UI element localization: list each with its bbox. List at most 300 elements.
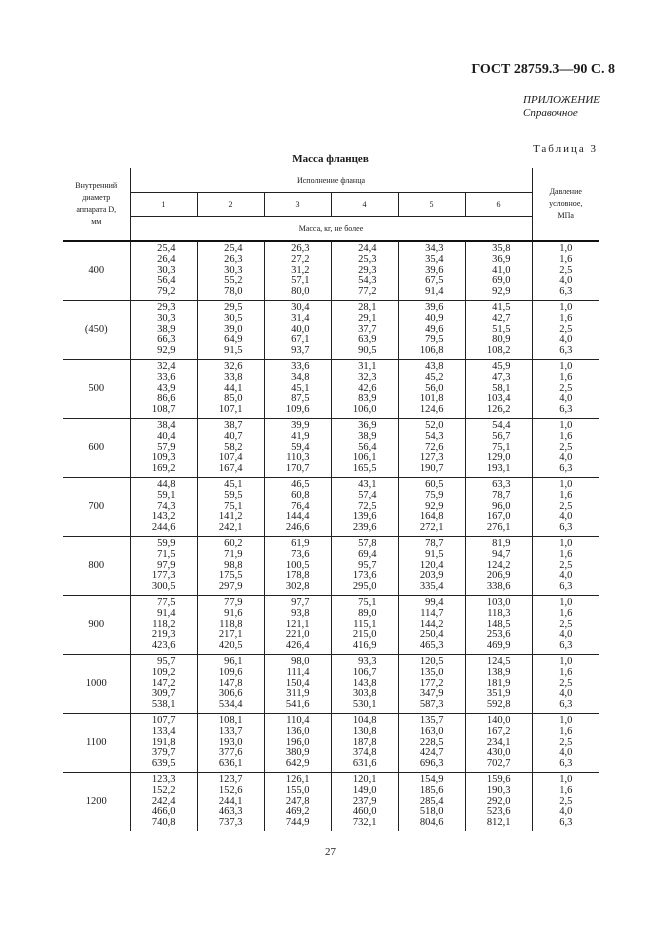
- mass-value: 123,7: [218, 774, 243, 785]
- pressure-value: 1,0: [559, 302, 573, 313]
- mass-value: 217,1: [218, 629, 243, 641]
- pressure-value: 2,5: [559, 323, 573, 335]
- mass-value: 59,9: [157, 538, 176, 549]
- mass-value: 127,3: [419, 452, 444, 464]
- pressure-value: 2,5: [559, 441, 573, 453]
- mass-value: 38,7: [224, 420, 243, 431]
- pressure-value: 4,0: [559, 511, 573, 523]
- mass-value: 120,4: [419, 559, 444, 571]
- mass-value: 24,4: [358, 243, 377, 254]
- mass-value: 152,2: [151, 784, 176, 796]
- mass-value: 43,1: [358, 479, 377, 490]
- diameter-cell: 1000: [63, 655, 130, 714]
- pressure-value: 4,0: [559, 275, 573, 287]
- mass-value: 109,6: [285, 404, 310, 416]
- table-row: [63, 655, 599, 714]
- mass-cell: [197, 655, 264, 714]
- mass-value: 469,9: [486, 640, 511, 652]
- mass-value: 154,9: [419, 774, 444, 785]
- mass-cell: [398, 537, 465, 596]
- pressure-header-line: МПа: [557, 211, 574, 220]
- mass-value: 242,1: [218, 522, 243, 534]
- mass-cell: [264, 360, 331, 419]
- pressure-cell: [532, 773, 599, 832]
- mass-value: 534,4: [218, 699, 243, 711]
- mass-value: 63,9: [358, 334, 377, 346]
- table-title: Масса фланцев: [292, 153, 369, 165]
- mass-cell: [130, 360, 197, 419]
- mass-cell: [130, 537, 197, 596]
- mass-cell: [331, 241, 398, 301]
- mass-value: 93,8: [291, 607, 310, 619]
- diameter-cell: 800: [63, 537, 130, 596]
- mass-value: 163,0: [419, 725, 444, 737]
- mass-value: 420,5: [218, 640, 243, 652]
- mass-value: 190,7: [419, 463, 444, 475]
- mass-value: 49,6: [425, 323, 444, 335]
- mass-value: 103,0: [486, 597, 511, 608]
- mass-value: 85,0: [224, 393, 243, 405]
- mass-value: 39,9: [291, 420, 310, 431]
- mass-value: 530,1: [352, 699, 377, 711]
- pressure-value: 1,6: [559, 253, 573, 265]
- table-row: [63, 773, 599, 832]
- mass-value: 78,7: [425, 538, 444, 549]
- pressure-cell: [532, 655, 599, 714]
- mass-value: 64,9: [224, 334, 243, 346]
- mass-cell: [331, 478, 398, 537]
- pressure-value: 6,3: [559, 581, 573, 593]
- mass-value: 77,5: [157, 597, 176, 608]
- mass-value: 460,0: [352, 806, 377, 818]
- mass-value: 101,8: [419, 393, 444, 405]
- mass-cell: [398, 714, 465, 773]
- mass-value: 60,2: [224, 538, 243, 549]
- pressure-cell: [532, 241, 599, 301]
- mass-value: 33,6: [157, 371, 176, 383]
- mass-value: 32,4: [157, 361, 176, 372]
- mass-value: 71,9: [224, 548, 243, 560]
- mass-cell: [130, 301, 197, 360]
- mass-value: 165,5: [352, 463, 377, 475]
- mass-value: 29,1: [358, 312, 377, 324]
- mass-value: 97,7: [291, 597, 310, 608]
- mass-cell: [130, 773, 197, 832]
- mass-value: 239,6: [352, 522, 377, 534]
- mass-value: 33,6: [291, 361, 310, 372]
- pressure-value: 6,3: [559, 640, 573, 652]
- mass-value: 250,4: [419, 629, 444, 641]
- mass-value: 351,9: [486, 688, 511, 700]
- mass-value: 423,6: [151, 640, 176, 652]
- mass-value: 424,7: [419, 747, 444, 759]
- mass-value: 59,5: [224, 489, 243, 501]
- mass-value: 518,0: [419, 806, 444, 818]
- mass-value: 54,3: [425, 430, 444, 442]
- mass-value: 63,3: [492, 479, 511, 490]
- mass-value: 234,1: [486, 736, 511, 748]
- mass-cell: [465, 714, 532, 773]
- mass-value: 93,7: [291, 345, 310, 357]
- pressure-value: 1,0: [559, 656, 573, 667]
- pressure-value: 6,3: [559, 286, 573, 298]
- mass-cell: [331, 301, 398, 360]
- mass-cell: [331, 360, 398, 419]
- pressure-value: 6,3: [559, 463, 573, 475]
- table-row: [63, 241, 599, 301]
- mass-value: 42,6: [358, 382, 377, 394]
- mass-value: 110,4: [286, 715, 310, 726]
- mass-value: 164,8: [419, 511, 444, 523]
- mass-value: 36,9: [492, 253, 511, 265]
- mass-cell: [264, 537, 331, 596]
- mass-value: 167,0: [486, 511, 511, 523]
- mass-value: 59,1: [157, 489, 176, 501]
- mass-value: 42,7: [492, 312, 511, 324]
- mass-value: 430,0: [486, 747, 511, 759]
- mass-cell: [264, 714, 331, 773]
- mass-value: 306,6: [218, 688, 243, 700]
- mass-value: 106,8: [419, 345, 444, 357]
- mass-cell: [197, 773, 264, 832]
- pressure-value: 2,5: [559, 382, 573, 394]
- mass-value: 77,2: [358, 286, 377, 298]
- mass-value: 203,9: [419, 570, 444, 582]
- table-row: [63, 537, 599, 596]
- mass-value: 80,9: [492, 334, 511, 346]
- version-number: 6: [465, 193, 532, 217]
- appendix-subtitle: Справочное: [523, 107, 578, 119]
- mass-value: 631,6: [352, 758, 377, 770]
- pressure-value: 4,0: [559, 334, 573, 346]
- mass-value: 124,6: [419, 404, 444, 416]
- mass-value: 124,2: [486, 559, 511, 571]
- mass-value: 169,2: [151, 463, 176, 475]
- mass-value: 379,7: [151, 747, 176, 759]
- mass-value: 92,9: [157, 345, 176, 357]
- mass-value: 41,9: [291, 430, 310, 442]
- mass-value: 129,0: [486, 452, 511, 464]
- mass-value: 107,4: [218, 452, 243, 464]
- mass-value: 55,2: [224, 275, 243, 287]
- mass-value: 30,4: [291, 302, 310, 313]
- mass-value: 244,6: [151, 522, 176, 534]
- diameter-cell: 600: [63, 419, 130, 478]
- mass-value: 60,8: [291, 489, 310, 501]
- table-row: [63, 419, 599, 478]
- mass-value: 83,9: [358, 393, 377, 405]
- mass-value: 228,5: [419, 736, 444, 748]
- mass-value: 32,6: [224, 361, 243, 372]
- pressure-value: 1,6: [559, 784, 573, 796]
- mass-value: 143,8: [352, 677, 377, 689]
- mass-value: 56,0: [425, 382, 444, 394]
- pressure-value: 1,6: [559, 607, 573, 619]
- pressure-value: 1,6: [559, 548, 573, 560]
- table-row: [63, 360, 599, 419]
- mass-cell: [264, 478, 331, 537]
- mass-cell: [130, 596, 197, 655]
- pressure-value: 2,5: [559, 559, 573, 571]
- mass-value: 54,4: [492, 420, 511, 431]
- pressure-cell: [532, 537, 599, 596]
- mass-value: 120,5: [419, 656, 444, 667]
- pressure-value: 1,0: [559, 538, 573, 549]
- mass-value: 76,4: [291, 500, 310, 512]
- mass-cell: [331, 537, 398, 596]
- mass-value: 35,4: [425, 253, 444, 265]
- mass-value: 538,1: [151, 699, 176, 711]
- mass-value: 108,7: [151, 404, 176, 416]
- mass-value: 90,5: [358, 345, 377, 357]
- mass-cell: [331, 655, 398, 714]
- pressure-value: 2,5: [559, 264, 573, 276]
- mass-value: 45,1: [224, 479, 243, 490]
- mass-value: 276,1: [486, 522, 511, 534]
- mass-value: 67,5: [425, 275, 444, 287]
- mass-cell: [398, 773, 465, 832]
- mass-value: 173,6: [352, 570, 377, 582]
- mass-cell: [331, 714, 398, 773]
- version-number: 5: [398, 193, 465, 217]
- mass-value: 124,5: [486, 656, 511, 667]
- mass-value: 149,0: [352, 784, 377, 796]
- pressure-value: 4,0: [559, 452, 573, 464]
- mass-value: 81,9: [492, 538, 511, 549]
- mass-value: 175,5: [218, 570, 243, 582]
- mass-value: 25,3: [358, 253, 377, 265]
- mass-value: 237,9: [352, 795, 377, 807]
- mass-cell: [465, 655, 532, 714]
- mass-value: 91,4: [157, 607, 176, 619]
- mass-value: 812,1: [486, 817, 511, 829]
- mass-value: 32,3: [358, 371, 377, 383]
- pressure-value: 1,0: [559, 597, 573, 608]
- mass-value: 133,7: [218, 725, 243, 737]
- appendix-title: ПРИЛОЖЕНИЕ: [523, 94, 600, 106]
- mass-value: 147,2: [151, 677, 176, 689]
- appendix-label: [523, 94, 600, 120]
- mass-value: 34,8: [291, 371, 310, 383]
- mass-value: 29,3: [358, 264, 377, 276]
- mass-value: 804,6: [419, 817, 444, 829]
- mass-value: 43,8: [425, 361, 444, 372]
- mass-value: 215,0: [352, 629, 377, 641]
- mass-cell: [197, 301, 264, 360]
- mass-value: 29,5: [224, 302, 243, 313]
- mass-cell: [264, 301, 331, 360]
- pressure-cell: [532, 301, 599, 360]
- mass-value: 221,0: [285, 629, 310, 641]
- mass-value: 39,6: [425, 302, 444, 313]
- mass-value: 41,5: [492, 302, 511, 313]
- mass-cell: [197, 241, 264, 301]
- mass-value: 37,7: [358, 323, 377, 335]
- mass-value: 79,2: [157, 286, 176, 298]
- mass-value: 126,2: [486, 404, 511, 416]
- mass-value: 206,9: [486, 570, 511, 582]
- pressure-value: 2,5: [559, 618, 573, 630]
- pressure-cell: [532, 419, 599, 478]
- mass-value: 106,0: [352, 404, 377, 416]
- mass-value: 191,8: [151, 736, 176, 748]
- mass-value: 135,0: [419, 666, 444, 678]
- mass-value: 143,2: [151, 511, 176, 523]
- mass-value: 193,1: [486, 463, 511, 475]
- mass-value: 380,9: [285, 747, 310, 759]
- mass-value: 78,7: [492, 489, 511, 501]
- pressure-value: 4,0: [559, 806, 573, 818]
- mass-value: 109,6: [218, 666, 243, 678]
- mass-value: 34,3: [425, 243, 444, 254]
- mass-value: 56,4: [157, 275, 176, 287]
- mass-value: 72,6: [425, 441, 444, 453]
- pressure-value: 6,3: [559, 522, 573, 534]
- pressure-value: 4,0: [559, 629, 573, 641]
- mass-cell: [465, 596, 532, 655]
- version-number: 3: [264, 193, 331, 217]
- mass-value: 91,5: [224, 345, 243, 357]
- mass-value: 100,5: [285, 559, 310, 571]
- diameter-header: [63, 168, 130, 241]
- mass-cell: [398, 655, 465, 714]
- mass-value: 104,8: [352, 715, 377, 726]
- mass-value: 73,6: [291, 548, 310, 560]
- mass-cell: [398, 419, 465, 478]
- mass-cell: [465, 478, 532, 537]
- diameter-header-line: Внутренний: [75, 181, 118, 190]
- mass-value: 96,1: [224, 656, 243, 667]
- pressure-value: 1,6: [559, 725, 573, 737]
- mass-value: 115,1: [353, 618, 377, 630]
- pressure-value: 4,0: [559, 393, 573, 405]
- mass-value: 78,0: [224, 286, 243, 298]
- mass-value: 309,7: [151, 688, 176, 700]
- pressure-value: 1,0: [559, 361, 573, 372]
- mass-value: 30,3: [224, 264, 243, 276]
- mass-value: 639,5: [151, 758, 176, 770]
- pressure-value: 2,5: [559, 500, 573, 512]
- mass-value: 465,3: [419, 640, 444, 652]
- mass-value: 39,6: [425, 264, 444, 276]
- mass-value: 300,5: [151, 581, 176, 593]
- mass-value: 97,9: [157, 559, 176, 571]
- mass-cell: [398, 241, 465, 301]
- diameter-cell: (450): [63, 301, 130, 360]
- mass-value: 744,9: [285, 817, 310, 829]
- mass-value: 190,3: [486, 784, 511, 796]
- mass-value: 147,8: [218, 677, 243, 689]
- mass-value: 374,8: [352, 747, 377, 759]
- mass-value: 25,4: [224, 243, 243, 254]
- mass-value: 25,4: [157, 243, 176, 254]
- pressure-value: 1,6: [559, 666, 573, 678]
- mass-cell: [398, 301, 465, 360]
- mass-value: 253,6: [486, 629, 511, 641]
- pressure-value: 1,0: [559, 243, 573, 254]
- mass-value: 107,1: [218, 404, 243, 416]
- pressure-value: 6,3: [559, 699, 573, 711]
- mass-value: 177,2: [419, 677, 444, 689]
- mass-value: 52,0: [425, 420, 444, 431]
- mass-value: 61,9: [291, 538, 310, 549]
- mass-value: 57,8: [358, 538, 377, 549]
- mass-value: 91,6: [224, 607, 243, 619]
- mass-value: 26,4: [157, 253, 176, 265]
- mass-value: 133,4: [151, 725, 176, 737]
- mass-value: 295,0: [352, 581, 377, 593]
- mass-value: 140,0: [486, 715, 511, 726]
- mass-value: 541,6: [285, 699, 310, 711]
- pressure-value: 2,5: [559, 795, 573, 807]
- mass-value: 130,8: [352, 725, 377, 737]
- mass-value: 426,4: [285, 640, 310, 652]
- mass-value: 416,9: [352, 640, 377, 652]
- mass-cell: [398, 360, 465, 419]
- mass-value: 463,3: [218, 806, 243, 818]
- mass-value: 103,4: [486, 393, 511, 405]
- mass-value: 107,7: [151, 715, 176, 726]
- mass-value: 75,1: [358, 597, 377, 608]
- mass-value: 60,5: [425, 479, 444, 490]
- mass-value: 377,6: [218, 747, 243, 759]
- mass-cell: [197, 360, 264, 419]
- mass-cell: [197, 596, 264, 655]
- mass-value: 111,4: [286, 666, 310, 678]
- mass-cell: [398, 596, 465, 655]
- mass-cell: [197, 714, 264, 773]
- mass-cell: [465, 301, 532, 360]
- pressure-value: 1,0: [559, 420, 573, 431]
- pressure-header: [532, 168, 599, 241]
- mass-cell: [130, 419, 197, 478]
- mass-value: 75,1: [224, 500, 243, 512]
- pressure-cell: [532, 596, 599, 655]
- mass-cell: [130, 714, 197, 773]
- mass-value: 108,2: [486, 345, 511, 357]
- diameter-cell: 400: [63, 241, 130, 301]
- pressure-header-line: Давление: [549, 187, 582, 196]
- mass-value: 91,5: [425, 548, 444, 560]
- mass-value: 338,6: [486, 581, 511, 593]
- pressure-value: 1,0: [559, 479, 573, 490]
- mass-value: 40,0: [291, 323, 310, 335]
- mass-cell: [465, 773, 532, 832]
- pressure-value: 1,6: [559, 371, 573, 383]
- diameter-cell: 700: [63, 478, 130, 537]
- mass-value: 30,5: [224, 312, 243, 324]
- mass-value: 126,1: [285, 774, 310, 785]
- mass-value: 297,9: [218, 581, 243, 593]
- table-row: [63, 301, 599, 360]
- mass-value: 466,0: [151, 806, 176, 818]
- mass-cell: [264, 773, 331, 832]
- mass-value: 75,9: [425, 489, 444, 501]
- mass-value: 177,3: [151, 570, 176, 582]
- mass-value: 38,9: [358, 430, 377, 442]
- mass-value: 47,3: [492, 371, 511, 383]
- mass-value: 196,0: [285, 736, 310, 748]
- mass-value: 110,3: [286, 452, 310, 464]
- mass-value: 57,1: [291, 275, 310, 287]
- mass-value: 170,7: [285, 463, 310, 475]
- mass-value: 120,1: [352, 774, 377, 785]
- mass-value: 114,7: [420, 607, 444, 619]
- mass-value: 58,1: [492, 382, 511, 394]
- mass-value: 292,0: [486, 795, 511, 807]
- mass-value: 39,0: [224, 323, 243, 335]
- mass-value: 152,6: [218, 784, 243, 796]
